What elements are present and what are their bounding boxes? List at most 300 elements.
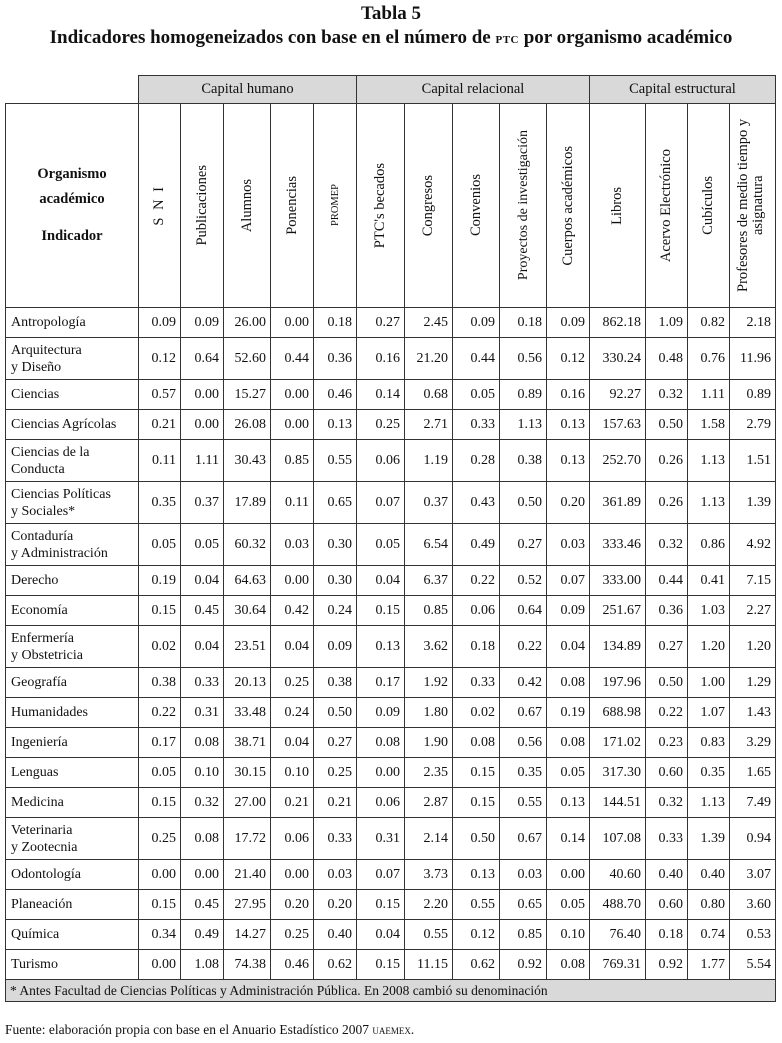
value-cell: 0.15 [357, 950, 405, 980]
organism-name-line: Química [11, 927, 60, 942]
value-cell: 0.67 [500, 818, 547, 860]
value-cell: 0.85 [271, 440, 314, 482]
value-cell: 0.65 [314, 482, 357, 524]
value-cell: 0.44 [453, 338, 500, 380]
organism-name-line: Ciencias de la [11, 444, 90, 460]
value-cell: 11.15 [405, 950, 453, 980]
value-cell: 0.16 [357, 338, 405, 380]
value-cell: 0.25 [357, 410, 405, 440]
table-row [6, 818, 776, 860]
value-cell: 0.31 [357, 818, 405, 860]
value-cell: 0.05 [139, 524, 181, 566]
value-cell: 0.36 [646, 596, 688, 626]
value-cell: 0.76 [688, 338, 730, 380]
value-cell: 3.62 [405, 626, 453, 668]
value-cell: 40.60 [590, 860, 646, 890]
value-cell: 0.09 [547, 308, 590, 338]
organism-name [6, 728, 139, 758]
value-cell: 0.13 [547, 788, 590, 818]
value-cell: 0.25 [314, 758, 357, 788]
value-cell: 0.11 [271, 482, 314, 524]
value-cell: 0.09 [547, 596, 590, 626]
value-cell: 0.04 [181, 626, 224, 668]
value-cell: 0.05 [453, 380, 500, 410]
organism-name-line: Conducta [11, 461, 65, 477]
col-header: Acervo Electrónico [646, 104, 688, 308]
value-cell: 0.13 [314, 410, 357, 440]
table-row [6, 596, 776, 626]
group-header-relational-capital: Capital relacional [357, 76, 590, 104]
col-header: Alumnos [224, 104, 271, 308]
value-cell: 0.32 [646, 788, 688, 818]
value-cell: 0.15 [453, 788, 500, 818]
value-cell: 30.64 [224, 596, 271, 626]
value-cell: 0.00 [181, 380, 224, 410]
value-cell: 0.22 [453, 566, 500, 596]
value-cell: 0.42 [500, 668, 547, 698]
col-header: Cubículos [688, 104, 730, 308]
value-cell: 30.15 [224, 758, 271, 788]
value-cell: 0.74 [688, 920, 730, 950]
row-header-label [6, 104, 139, 308]
value-cell: 0.00 [271, 410, 314, 440]
value-cell: 0.04 [271, 728, 314, 758]
table-title: Indicadores homogeneizados con base en el número de ptc por organismo académico [49, 27, 733, 48]
value-cell: 0.08 [547, 728, 590, 758]
value-cell: 0.42 [271, 596, 314, 626]
value-cell: 197.96 [590, 668, 646, 698]
value-cell: 0.85 [405, 596, 453, 626]
organism-name [6, 890, 139, 920]
value-cell: 0.00 [181, 860, 224, 890]
value-cell: 0.55 [453, 890, 500, 920]
value-cell: 0.14 [547, 818, 590, 860]
value-cell: 33.48 [224, 698, 271, 728]
value-cell: 0.27 [500, 524, 547, 566]
value-cell: 0.83 [688, 728, 730, 758]
value-cell: 0.10 [181, 758, 224, 788]
value-cell: 0.55 [314, 440, 357, 482]
value-cell: 38.71 [224, 728, 271, 758]
value-cell: 1.92 [405, 668, 453, 698]
table-row [6, 380, 776, 410]
value-cell: 0.09 [181, 308, 224, 338]
organism-name [6, 626, 139, 668]
value-cell: 3.29 [730, 728, 776, 758]
value-cell: 0.33 [453, 410, 500, 440]
value-cell: 0.09 [357, 698, 405, 728]
value-cell: 0.06 [453, 596, 500, 626]
organism-name [6, 668, 139, 698]
value-cell: 7.49 [730, 788, 776, 818]
value-cell: 1.08 [181, 950, 224, 980]
value-cell: 157.63 [590, 410, 646, 440]
value-cell: 0.21 [139, 410, 181, 440]
organism-name-line: Planeación [11, 897, 73, 912]
organism-name [6, 818, 139, 860]
value-cell: 52.60 [224, 338, 271, 380]
value-cell: 0.13 [547, 440, 590, 482]
value-cell: 1.09 [646, 308, 688, 338]
value-cell: 0.56 [500, 728, 547, 758]
value-cell: 0.11 [139, 440, 181, 482]
value-cell: 0.50 [500, 482, 547, 524]
value-cell: 30.43 [224, 440, 271, 482]
value-cell: 1.13 [688, 482, 730, 524]
value-cell: 1.13 [500, 410, 547, 440]
indicators-table [5, 75, 776, 1002]
value-cell: 0.55 [500, 788, 547, 818]
footnote: * Antes Facultad de Ciencias Políticas y Administración Pública. En 2008 cambió su denominación [6, 980, 776, 1002]
value-cell: 0.30 [314, 566, 357, 596]
value-cell: 0.06 [357, 788, 405, 818]
organism-name [6, 380, 139, 410]
value-cell: 0.10 [547, 920, 590, 950]
value-cell: 0.43 [453, 482, 500, 524]
value-cell: 0.22 [646, 698, 688, 728]
value-cell: 0.67 [500, 698, 547, 728]
value-cell: 3.07 [730, 860, 776, 890]
value-cell: 252.70 [590, 440, 646, 482]
col-header: Convenios [453, 104, 500, 308]
value-cell: 5.54 [730, 950, 776, 980]
organism-name-line: y Sociales* [11, 503, 76, 519]
value-cell: 0.04 [357, 920, 405, 950]
value-cell: 0.00 [181, 410, 224, 440]
value-cell: 107.08 [590, 818, 646, 860]
value-cell: 0.50 [646, 410, 688, 440]
value-cell: 0.37 [181, 482, 224, 524]
value-cell: 0.44 [646, 566, 688, 596]
value-cell: 0.85 [500, 920, 547, 950]
value-cell: 0.35 [688, 758, 730, 788]
value-cell: 0.45 [181, 890, 224, 920]
value-cell: 1.51 [730, 440, 776, 482]
value-cell: 20.13 [224, 668, 271, 698]
col-header: Ponencias [271, 104, 314, 308]
value-cell: 0.24 [314, 596, 357, 626]
value-cell: 1.20 [688, 626, 730, 668]
value-cell: 15.27 [224, 380, 271, 410]
table-row [6, 920, 776, 950]
value-cell: 0.05 [139, 758, 181, 788]
value-cell: 0.49 [181, 920, 224, 950]
value-cell: 0.15 [139, 890, 181, 920]
value-cell: 0.38 [500, 440, 547, 482]
row-header-line-2: académico [39, 191, 105, 207]
value-cell: 361.89 [590, 482, 646, 524]
value-cell: 1.00 [688, 668, 730, 698]
organism-name-line: Ciencias Agrícolas [11, 417, 117, 432]
value-cell: 0.37 [405, 482, 453, 524]
organism-name [6, 698, 139, 728]
value-cell: 0.45 [181, 596, 224, 626]
value-cell: 2.71 [405, 410, 453, 440]
value-cell: 26.00 [224, 308, 271, 338]
table-row [6, 758, 776, 788]
table-row [6, 338, 776, 380]
value-cell: 0.65 [500, 890, 547, 920]
table-row [6, 410, 776, 440]
value-cell: 0.26 [646, 482, 688, 524]
value-cell: 0.25 [139, 818, 181, 860]
value-cell: 0.18 [314, 308, 357, 338]
value-cell: 0.82 [688, 308, 730, 338]
value-cell: 0.33 [646, 818, 688, 860]
value-cell: 1.39 [730, 482, 776, 524]
organism-name [6, 860, 139, 890]
value-cell: 27.00 [224, 788, 271, 818]
value-cell: 0.27 [646, 626, 688, 668]
value-cell: 27.95 [224, 890, 271, 920]
value-cell: 0.32 [181, 788, 224, 818]
value-cell: 0.22 [139, 698, 181, 728]
value-cell: 488.70 [590, 890, 646, 920]
group-header-human-capital: Capital humano [139, 76, 357, 104]
value-cell: 0.89 [730, 380, 776, 410]
value-cell: 1.11 [688, 380, 730, 410]
value-cell: 1.77 [688, 950, 730, 980]
source-note: Fuente: elaboración propia con base en el Anuario Estadístico 2007 uaemex. [5, 1022, 415, 1037]
value-cell: 333.00 [590, 566, 646, 596]
table-row [6, 626, 776, 668]
value-cell: 0.33 [314, 818, 357, 860]
value-cell: 0.15 [357, 890, 405, 920]
value-cell: 17.89 [224, 482, 271, 524]
organism-name [6, 524, 139, 566]
value-cell: 0.25 [271, 668, 314, 698]
value-cell: 1.58 [688, 410, 730, 440]
value-cell: 317.30 [590, 758, 646, 788]
value-cell: 0.21 [271, 788, 314, 818]
value-cell: 7.15 [730, 566, 776, 596]
organism-name [6, 440, 139, 482]
value-cell: 0.20 [547, 482, 590, 524]
value-cell: 0.09 [139, 308, 181, 338]
value-cell: 251.67 [590, 596, 646, 626]
organism-name-line: Odontología [11, 867, 81, 882]
value-cell: 0.20 [271, 890, 314, 920]
organism-name-line: y Administración [11, 545, 108, 561]
value-cell: 0.48 [646, 338, 688, 380]
value-cell: 0.64 [500, 596, 547, 626]
value-cell: 0.17 [139, 728, 181, 758]
value-cell: 0.57 [139, 380, 181, 410]
value-cell: 1.29 [730, 668, 776, 698]
value-cell: 0.02 [453, 698, 500, 728]
value-cell: 1.07 [688, 698, 730, 728]
group-header-structural-capital: Capital estructural [590, 76, 776, 104]
value-cell: 0.08 [181, 818, 224, 860]
value-cell: 3.60 [730, 890, 776, 920]
organism-name-line: Ingeniería [11, 735, 68, 750]
organism-name-line: Turismo [11, 957, 58, 972]
value-cell: 0.27 [314, 728, 357, 758]
value-cell: 2.20 [405, 890, 453, 920]
value-cell: 0.05 [357, 524, 405, 566]
table-row [6, 440, 776, 482]
value-cell: 0.30 [314, 524, 357, 566]
table-row [6, 698, 776, 728]
value-cell: 0.25 [271, 920, 314, 950]
value-cell: 333.46 [590, 524, 646, 566]
value-cell: 0.09 [314, 626, 357, 668]
organism-name-line: Contaduría [11, 528, 74, 544]
value-cell: 76.40 [590, 920, 646, 950]
organism-name [6, 410, 139, 440]
value-cell: 0.36 [314, 338, 357, 380]
value-cell: 60.32 [224, 524, 271, 566]
organism-name [6, 758, 139, 788]
value-cell: 0.38 [314, 668, 357, 698]
col-header: Publicaciones [181, 104, 224, 308]
col-header: PTC's becados [357, 104, 405, 308]
organism-name-line: Humanidades [11, 705, 88, 720]
organism-name-line: Economía [11, 603, 68, 618]
value-cell: 4.92 [730, 524, 776, 566]
value-cell: 2.79 [730, 410, 776, 440]
value-cell: 0.62 [314, 950, 357, 980]
value-cell: 0.08 [547, 950, 590, 980]
table-row [6, 668, 776, 698]
col-header: S N I [139, 104, 181, 308]
value-cell: 0.12 [139, 338, 181, 380]
value-cell: 330.24 [590, 338, 646, 380]
value-cell: 0.06 [357, 440, 405, 482]
value-cell: 1.20 [730, 626, 776, 668]
value-cell: 688.98 [590, 698, 646, 728]
value-cell: 2.87 [405, 788, 453, 818]
value-cell: 0.04 [271, 626, 314, 668]
value-cell: 0.21 [314, 788, 357, 818]
value-cell: 2.45 [405, 308, 453, 338]
value-cell: 0.44 [271, 338, 314, 380]
table-row [6, 566, 776, 596]
value-cell: 0.17 [357, 668, 405, 698]
value-cell: 0.86 [688, 524, 730, 566]
value-cell: 11.96 [730, 338, 776, 380]
value-cell: 26.08 [224, 410, 271, 440]
value-cell: 0.52 [500, 566, 547, 596]
value-cell: 1.90 [405, 728, 453, 758]
value-cell: 0.28 [453, 440, 500, 482]
value-cell: 0.00 [271, 566, 314, 596]
value-cell: 23.51 [224, 626, 271, 668]
organism-name-line: y Diseño [11, 359, 62, 375]
value-cell: 0.31 [181, 698, 224, 728]
value-cell: 21.20 [405, 338, 453, 380]
value-cell: 0.12 [453, 920, 500, 950]
value-cell: 0.03 [500, 860, 547, 890]
value-cell: 0.00 [139, 860, 181, 890]
organism-name [6, 566, 139, 596]
value-cell: 3.73 [405, 860, 453, 890]
organism-name-line: Lenguas [11, 765, 59, 780]
organism-name [6, 338, 139, 380]
value-cell: 1.43 [730, 698, 776, 728]
value-cell: 0.04 [357, 566, 405, 596]
value-cell: 0.03 [271, 524, 314, 566]
value-cell: 769.31 [590, 950, 646, 980]
value-cell: 0.22 [500, 626, 547, 668]
value-cell: 0.50 [314, 698, 357, 728]
organism-name-line: Enfermería [11, 630, 74, 646]
value-cell: 0.16 [547, 380, 590, 410]
col-header: Proyectos de investigación [500, 104, 547, 308]
value-cell: 2.27 [730, 596, 776, 626]
table-row [6, 728, 776, 758]
value-cell: 92.27 [590, 380, 646, 410]
value-cell: 0.13 [547, 410, 590, 440]
organism-name [6, 950, 139, 980]
value-cell: 0.40 [688, 860, 730, 890]
value-cell: 0.00 [271, 380, 314, 410]
value-cell: 144.51 [590, 788, 646, 818]
value-cell: 0.07 [357, 860, 405, 890]
organism-name-line: Medicina [11, 795, 64, 810]
value-cell: 0.19 [547, 698, 590, 728]
value-cell: 0.12 [547, 338, 590, 380]
value-cell: 2.18 [730, 308, 776, 338]
table-row [6, 524, 776, 566]
value-cell: 0.50 [646, 668, 688, 698]
table-row [6, 482, 776, 524]
value-cell: 0.46 [314, 380, 357, 410]
value-cell: 6.54 [405, 524, 453, 566]
col-header: Libros [590, 104, 646, 308]
value-cell: 171.02 [590, 728, 646, 758]
value-cell: 0.24 [271, 698, 314, 728]
organism-name-line: Veterinaria [11, 822, 73, 838]
value-cell: 0.08 [181, 728, 224, 758]
organism-name [6, 308, 139, 338]
value-cell: 0.13 [453, 860, 500, 890]
value-cell: 0.05 [547, 890, 590, 920]
value-cell: 0.02 [139, 626, 181, 668]
organism-name [6, 920, 139, 950]
organism-name [6, 596, 139, 626]
value-cell: 1.11 [181, 440, 224, 482]
col-header: Cuerpos académicos [547, 104, 590, 308]
value-cell: 74.38 [224, 950, 271, 980]
value-cell: 0.35 [139, 482, 181, 524]
value-cell: 0.34 [139, 920, 181, 950]
value-cell: 0.38 [139, 668, 181, 698]
value-cell: 6.37 [405, 566, 453, 596]
value-cell: 0.04 [181, 566, 224, 596]
value-cell: 0.40 [314, 920, 357, 950]
value-cell: 1.13 [688, 440, 730, 482]
table-row [6, 308, 776, 338]
value-cell: 0.15 [139, 596, 181, 626]
value-cell: 0.14 [357, 380, 405, 410]
value-cell: 0.00 [271, 860, 314, 890]
value-cell: 0.60 [646, 758, 688, 788]
value-cell: 0.06 [271, 818, 314, 860]
value-cell: 0.15 [139, 788, 181, 818]
row-header-line-1: Organismo [37, 166, 107, 182]
organism-name-line: Ciencias Políticas [11, 486, 111, 502]
value-cell: 1.39 [688, 818, 730, 860]
organism-name-line: Ciencias [11, 387, 60, 402]
value-cell: 0.89 [500, 380, 547, 410]
value-cell: 1.80 [405, 698, 453, 728]
value-cell: 0.46 [271, 950, 314, 980]
table-row [6, 860, 776, 890]
value-cell: 1.65 [730, 758, 776, 788]
value-cell: 0.08 [357, 728, 405, 758]
value-cell: 134.89 [590, 626, 646, 668]
